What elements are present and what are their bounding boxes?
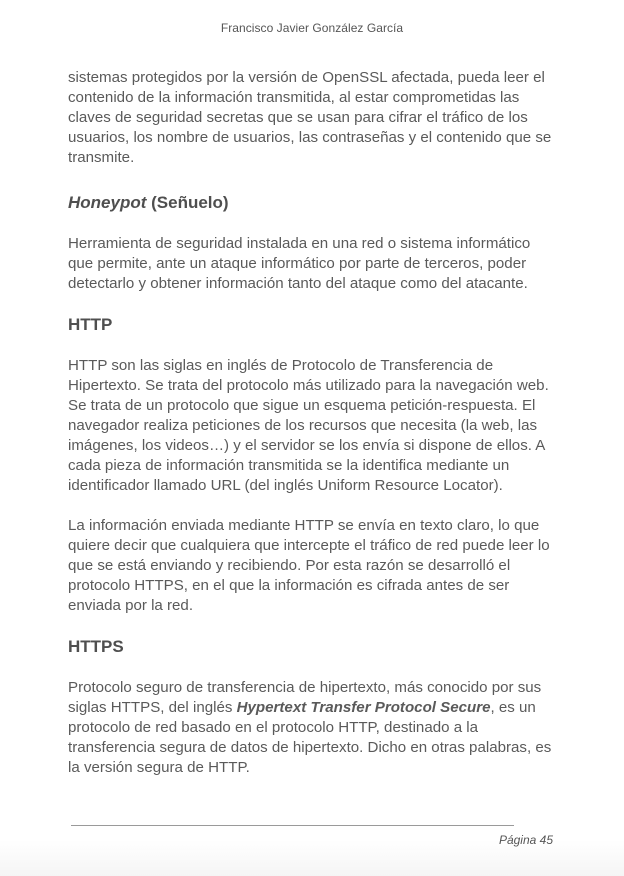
- spacer: [68, 496, 558, 516]
- spacer: [68, 658, 558, 678]
- https-paragraph: [68, 678, 558, 778]
- heading-honeypot-rest: (Señuelo): [146, 193, 229, 212]
- page-number: Página 45: [498, 833, 553, 847]
- heading-https: HTTPS: [68, 637, 124, 656]
- https-paragraph-post: , es un protocolo de red basado en el protocolo HTTP, destinado a la transferencia segura de datos de hipertexto. Dicho en otras palabras, es la versión segura de HTTP.: [68, 699, 552, 776]
- spacer: [68, 336, 558, 356]
- http-paragraph-2: La información enviada mediante HTTP se envía en texto claro, lo que quiere decir que cualquiera que intercepte el tráfico de red puede leer lo que se está enviando y recibiendo. Por esta razón se desarrolló el protocolo HTTPS, en el que la información es cifrada antes de ser enviada por la red.: [68, 517, 550, 614]
- running-header-author: Francisco Javier González García: [220, 21, 404, 35]
- https-paragraph-emphasis: Hypertext Transfer Protocol Secure: [236, 699, 491, 716]
- heading-http: HTTP: [68, 315, 113, 334]
- spacer: [68, 616, 558, 636]
- page-content: [68, 68, 558, 778]
- heading-honeypot-italic: Honeypot: [68, 193, 147, 212]
- spacer: [68, 168, 558, 192]
- https-paragraph-pre: Protocolo seguro de transferencia de hipertexto, más conocido por sus siglas HTTPS, del inglés: [68, 679, 542, 716]
- heading-honeypot: [68, 192, 558, 214]
- spacer: [68, 214, 558, 234]
- honeypot-paragraph: Herramienta de seguridad instalada en una red o sistema informático que permite, ante un ataque informático por parte de terceros, poder detectarlo y obtener información tanto del ataque como del atacante.: [68, 235, 531, 292]
- http-paragraph-1: HTTP son las siglas en inglés de Protocolo de Transferencia de Hipertexto. Se trata del protocolo más utilizado para la navegación web. Se trata de un protocolo que sigue un esquema petición-respuesta. El navegador realiza peticiones de los recursos que necesita (la web, las imágenes, los videos…) y el servidor se los envía si dispone de ellos. A cada pieza de información transmitida se la identifica mediante un identificador llamado URL (del inglés Uniform Resource Locator).: [68, 357, 549, 494]
- footer-divider: [71, 825, 514, 826]
- spacer: [68, 294, 558, 314]
- intro-continuation-paragraph: sistemas protegidos por la versión de OpenSSL afectada, pueda leer el contenido de la información transmitida, al estar comprometidas las claves de seguridad secretas que se usan para cifrar el tráfico de los usuarios, los nombre de usuarios, las contraseñas y el contenido que se transmite.: [68, 69, 552, 166]
